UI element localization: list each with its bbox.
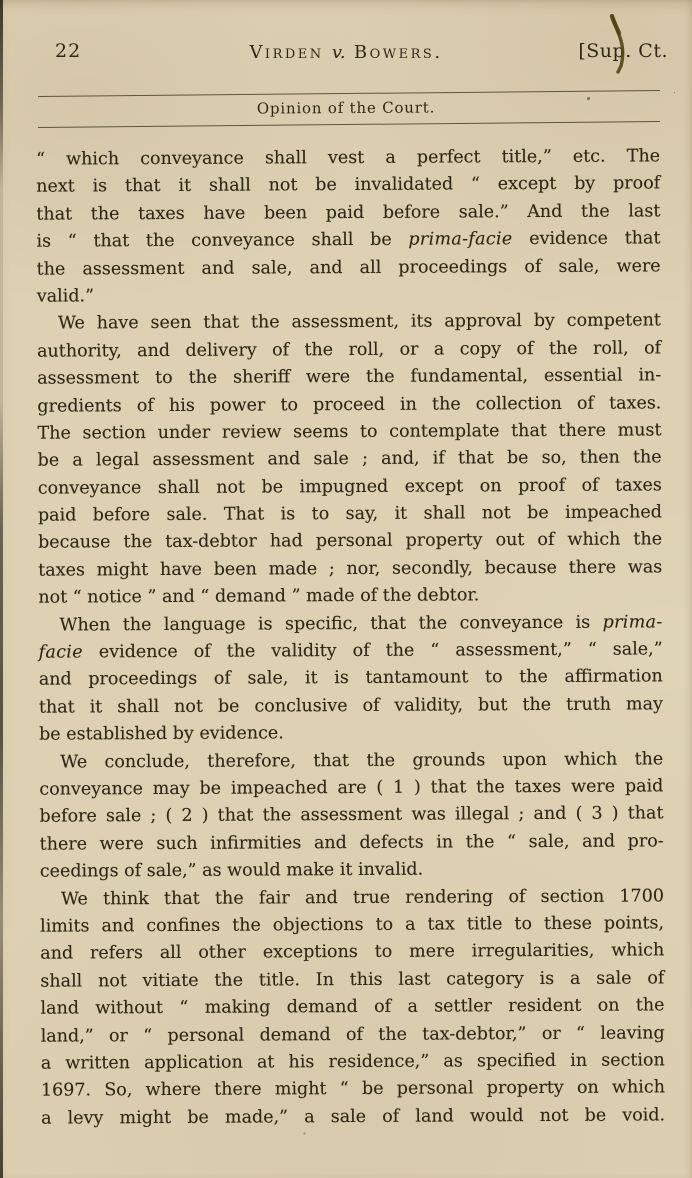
header-rule-top [38, 90, 660, 97]
text-line: When the language is specific, that the conveyance is prima- [59, 612, 663, 636]
text-line: that the taxes have been paid before sale.” And the last [36, 201, 661, 225]
text-line: be established by evidence. [39, 723, 284, 745]
header-rule-bottom [38, 121, 660, 128]
court-label: [Sup. Ct. [578, 40, 668, 62]
text-line: a written application at his residence,” as specified in section [40, 1050, 665, 1074]
case-title-second: Bowers. [353, 42, 443, 63]
text-line: land without “ making demand of a settler resident on the [40, 995, 665, 1019]
section-heading: Opinion of the Court. [256, 98, 436, 118]
text-line: ceedings of sale,” as would make it invalid. [39, 859, 424, 882]
text-line: valid.” [36, 286, 95, 307]
text-line: We conclude, therefore, that the grounds upon which the [60, 748, 664, 773]
text-line: paid before sale. That is to say, it shall not be impeached [37, 502, 662, 526]
case-title-versus: v. [331, 42, 346, 63]
text-line: conveyance shall not be impugned except on proof of taxes [37, 475, 662, 499]
text-line: not “ notice ” and “ demand ” made of the debtor. [38, 585, 480, 608]
text-line: taxes might have been made ; nor, secondly, because there was [38, 557, 663, 581]
text-line: before sale ; ( 2 ) that the assessment was illegal ; and ( 3 ) that [39, 803, 664, 827]
text-line: We have seen that the assessment, its approval by competent [57, 310, 661, 334]
text-line: The section under review seems to contemplate that there must [37, 420, 662, 444]
text-line: We think that the fair and true rendering of section 1700 [60, 885, 664, 910]
opinion-body [36, 143, 665, 1132]
text-line: limits and confines the objections to a tax title to these points, [40, 913, 665, 937]
text-line: assessment to the sheriff were the fundamental, essential in- [37, 365, 662, 389]
text-line: 1697. So, where there might “ be personal property on which [40, 1077, 665, 1101]
text-line: shall not vitiate the title. In this last category is a sale of [40, 968, 665, 992]
text-line: conveyance may be impeached are ( 1 ) that the taxes were paid [39, 776, 664, 800]
text-line: and proceedings of sale, it is tantamount to the affirmation [38, 666, 663, 691]
text-line: land,” or “ personal demand of the tax-debtor,” or “ leaving [40, 1022, 665, 1047]
text-line: and refers all other exceptions to mere irregularities, which [40, 940, 665, 964]
text-line: that it shall not be conclusive of validity, but the truth may [38, 694, 663, 718]
text-line: next is that it shall not be invalidated “ except by proof [36, 173, 661, 198]
text-line: “ which conveyance shall vest a perfect title,” etc. The [36, 146, 661, 170]
text-line: is “ that the conveyance shall be prima-facie evidence that [36, 228, 661, 252]
text-line: the assessment and sale, and all proceedings of sale, were [36, 255, 661, 280]
scan-edge-shadow [0, 0, 3, 1178]
text-line: gredients of his power to proceed in the collection of taxes. [37, 392, 662, 417]
page-number: 22 [55, 40, 82, 62]
text-line: a levy might be made,” a sale of land would not be void. [41, 1105, 666, 1129]
text-line: facie evidence of the validity of the “ assessment,” “ sale,” [38, 639, 663, 663]
text-line: be a legal assessment and sale ; and, if that be so, then the [37, 447, 662, 471]
case-title-first: Virden [249, 42, 324, 63]
text-line: there were such infirmities and defects in the “ sale, and pro- [39, 831, 664, 855]
text-line: because the tax-debtor had personal property out of which the [38, 529, 663, 554]
text-line: authority, and delivery of the roll, or a copy of the roll, of [37, 338, 662, 362]
